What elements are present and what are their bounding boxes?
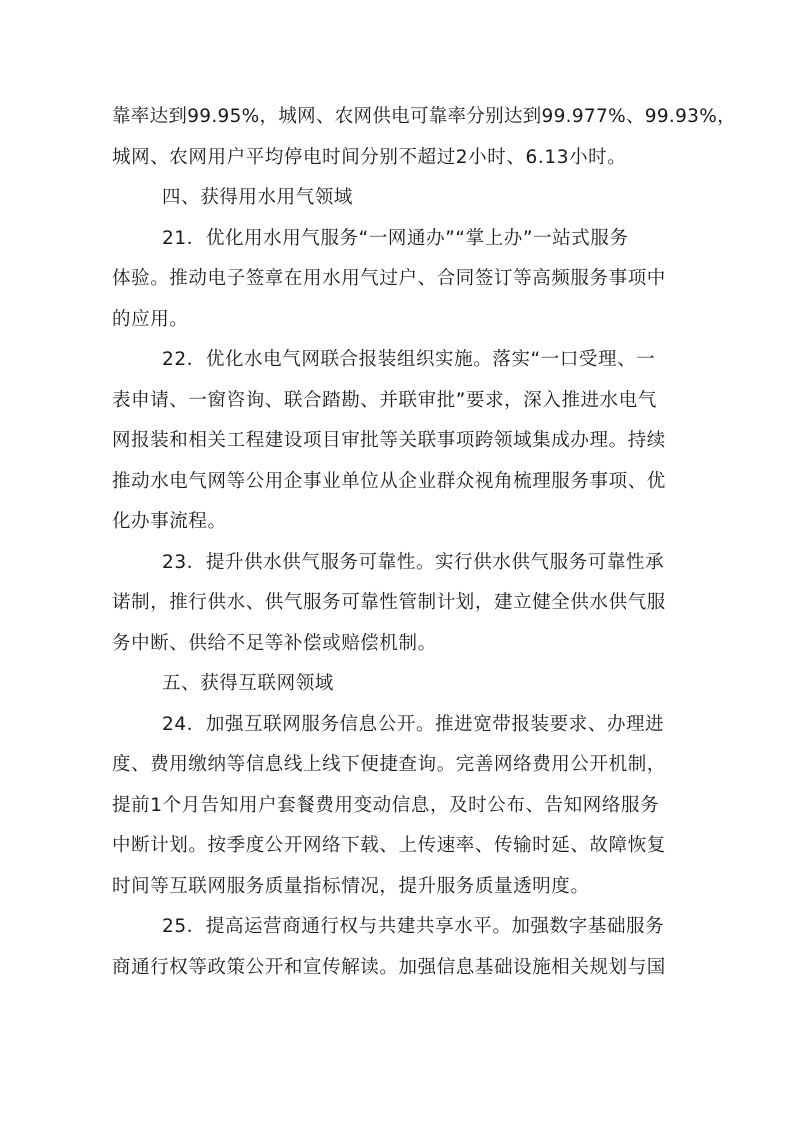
document-body <box>112 97 736 988</box>
text-line: 中断计划。按季度公开网络下载、上传速率、传输时延、故障恢复 <box>112 835 666 856</box>
text-line: 21．优化用水用气服务“一网通办”“掌上办”一站式服务 <box>162 227 629 249</box>
text-line: 商通行权等政策公开和宣传解读。加强信息基础设施相关规划与国 <box>112 956 666 978</box>
text-line: 化办事流程。 <box>112 511 227 532</box>
text-line: 务中断、供给不足等补偿或赔偿机制。 <box>112 632 437 654</box>
text-line: 25．提高运营商通行权与共建共享水平。加强数字基础服务 <box>162 916 665 937</box>
text-line: 网报装和相关工程建设项目审批等关联事项跨领域集成办理。持续 <box>112 430 666 451</box>
text-line: 时间等互联网服务质量指标情况，提升服务质量透明度。 <box>112 875 590 897</box>
text-line: 体验。推动电子签章在用水用气过户、合同签订等高频服务事项中 <box>112 268 666 289</box>
text-line: 推动水电气网等公用企事业单位从企业群众视角梳理服务事项、优 <box>112 470 666 492</box>
text-line: 度、费用缴纳等信息线上线下便捷查询。完善网络费用公开机制， <box>112 754 666 775</box>
text-line: 城网、农网用户平均停电时间分别不超过2小时、6.13小时。 <box>112 146 627 168</box>
text-line: 四、获得用水用气领域 <box>162 187 354 208</box>
text-line: 24．加强互联网服务信息公开。推进宽带报装要求、办理进 <box>162 713 665 735</box>
text-line: 五、获得互联网领域 <box>162 673 334 694</box>
text-line: 的应用。 <box>112 308 189 330</box>
text-line: 23．提升供水供气服务可靠性。实行供水供气服务可靠性承 <box>162 551 665 573</box>
text-line: 22．优化水电气网联合报装组织实施。落实“一口受理、一 <box>162 349 656 370</box>
text-line: 诺制，推行供水、供气服务可靠性管制计划，建立健全供水供气服 <box>112 592 666 613</box>
text-line: 靠率达到99.95%，城网、农网供电可靠率分别达到99.977%、99.93%， <box>112 106 736 127</box>
text-line: 提前1个月告知用户套餐费用变动信息，及时公布、告知网络服务 <box>112 794 660 816</box>
text-line: 表申请、一窗咨询、联合踏勘、并联审批”要求，深入推进水电气 <box>112 389 657 411</box>
